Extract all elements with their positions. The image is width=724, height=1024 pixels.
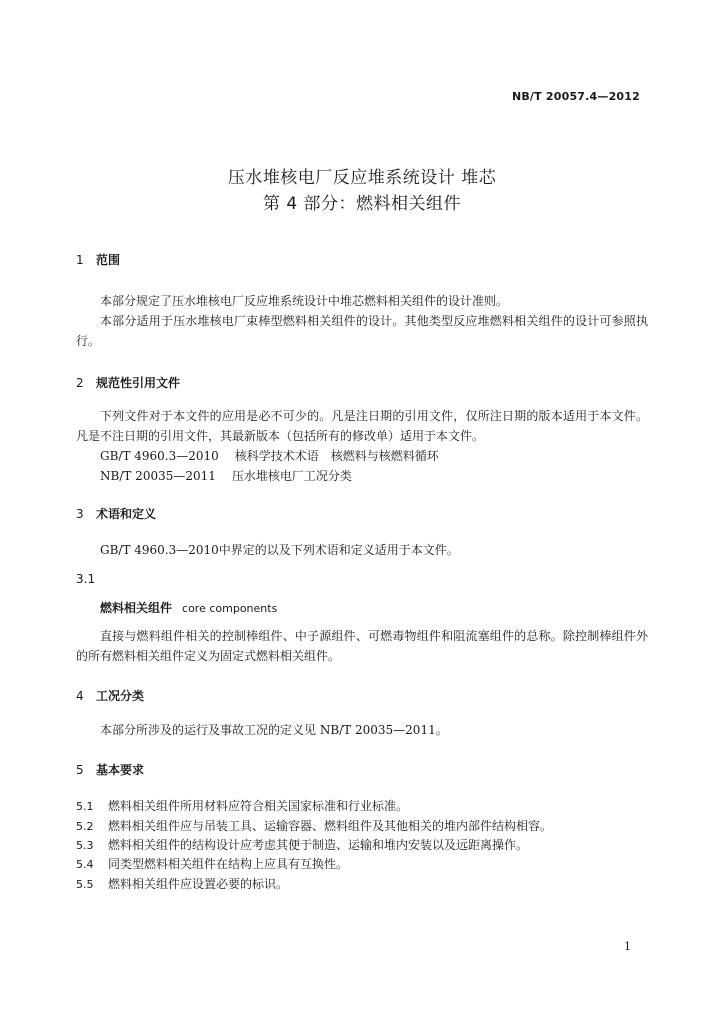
section-number: 4 bbox=[76, 689, 84, 703]
reference-title: 压水堆核电厂工况分类 bbox=[231, 469, 352, 483]
section-1-paragraph-1: 本部分规定了压水堆核电厂反应堆系统设计中堆芯燃料相关组件的设计准则。 bbox=[100, 294, 509, 308]
term-english: core components bbox=[182, 602, 278, 615]
section-4-heading bbox=[76, 687, 144, 704]
section-number: 2 bbox=[76, 376, 84, 390]
section-number: 3 bbox=[76, 507, 84, 521]
section-5-heading bbox=[76, 761, 144, 778]
reference-2 bbox=[100, 467, 352, 484]
section-number: 1 bbox=[76, 253, 84, 267]
section-1-paragraph-2: 本部分适用于压水堆核电厂束棒型燃料相关组件的设计。其他类型反应堆燃料相关组件的设计可参照执行。 bbox=[76, 314, 648, 348]
term-definition: 直接与燃料组件相关的控制棒组件、中子源组件、可燃毒物组件和阻流塞组件的总称。除控制棒组件外的所有燃料相关组件定义为固定式燃料相关组件。 bbox=[76, 629, 648, 663]
title-line-2: 第 4 部分：燃料相关组件 bbox=[262, 194, 462, 214]
title-line-1: 压水堆核电厂反应堆系统设计 堆芯 bbox=[227, 168, 497, 188]
requirement-item bbox=[76, 817, 552, 834]
page-number: 1 bbox=[624, 940, 631, 953]
reference-code: GB/T 4960.3—2010 bbox=[100, 449, 219, 463]
item-number: 5.2 bbox=[76, 820, 94, 833]
section-number: 5 bbox=[76, 763, 84, 777]
section-2-heading bbox=[76, 374, 180, 391]
item-number: 5.5 bbox=[76, 878, 94, 891]
item-text: 燃料相关组件应与吊装工具、运输容器、燃料组件及其他相关的堆内部件结构相容。 bbox=[108, 819, 553, 833]
section-1-heading bbox=[76, 251, 120, 268]
requirement-item bbox=[76, 797, 408, 814]
item-text: 同类型燃料相关组件在结构上应具有互换性。 bbox=[108, 857, 349, 871]
item-number: 5.1 bbox=[76, 800, 94, 813]
term-chinese: 燃料相关组件 bbox=[100, 601, 173, 615]
item-text: 燃料相关组件所用材料应符合相关国家标准和行业标准。 bbox=[108, 799, 409, 813]
section-title: 术语和定义 bbox=[96, 507, 157, 521]
section-2-paragraph-1: 下列文件对于本文件的应用是必不可少的。凡是注日期的引用文件，仅所注日期的版本适用于本文件。凡是不注日期的引用文件，其最新版本（包括所有的修改单）适用于本文件。 bbox=[76, 409, 648, 443]
section-title: 规范性引用文件 bbox=[96, 376, 181, 390]
reference-title: 核科学技术术语 核燃料与核燃料循环 bbox=[234, 449, 439, 463]
section-3-heading bbox=[76, 505, 156, 522]
reference-code: NB/T 20035—2011 bbox=[100, 469, 216, 483]
section-3-paragraph-1: GB/T 4960.3—2010中界定的以及下列术语和定义适用于本文件。 bbox=[100, 543, 459, 557]
requirement-item bbox=[76, 875, 288, 892]
term-entry bbox=[100, 599, 277, 616]
reference-1 bbox=[100, 447, 439, 464]
item-text: 燃料相关组件的结构设计应考虑其便于制造、运输和堆内安装以及远距离操作。 bbox=[108, 838, 529, 852]
section-title: 范围 bbox=[96, 253, 121, 267]
item-number: 5.3 bbox=[76, 839, 94, 852]
section-title: 基本要求 bbox=[96, 763, 145, 777]
item-number: 5.4 bbox=[76, 858, 94, 871]
section-4-paragraph-1: 本部分所涉及的运行及事故工况的定义见 NB/T 20035—2011。 bbox=[100, 723, 448, 737]
item-text: 燃料相关组件应设置必要的标识。 bbox=[108, 877, 289, 891]
requirement-item bbox=[76, 855, 348, 872]
standard-number: NB/T 20057.4—2012 bbox=[511, 90, 640, 103]
subsection-number: 3.1 bbox=[76, 572, 96, 586]
requirement-item bbox=[76, 836, 528, 853]
section-title: 工况分类 bbox=[96, 689, 145, 703]
